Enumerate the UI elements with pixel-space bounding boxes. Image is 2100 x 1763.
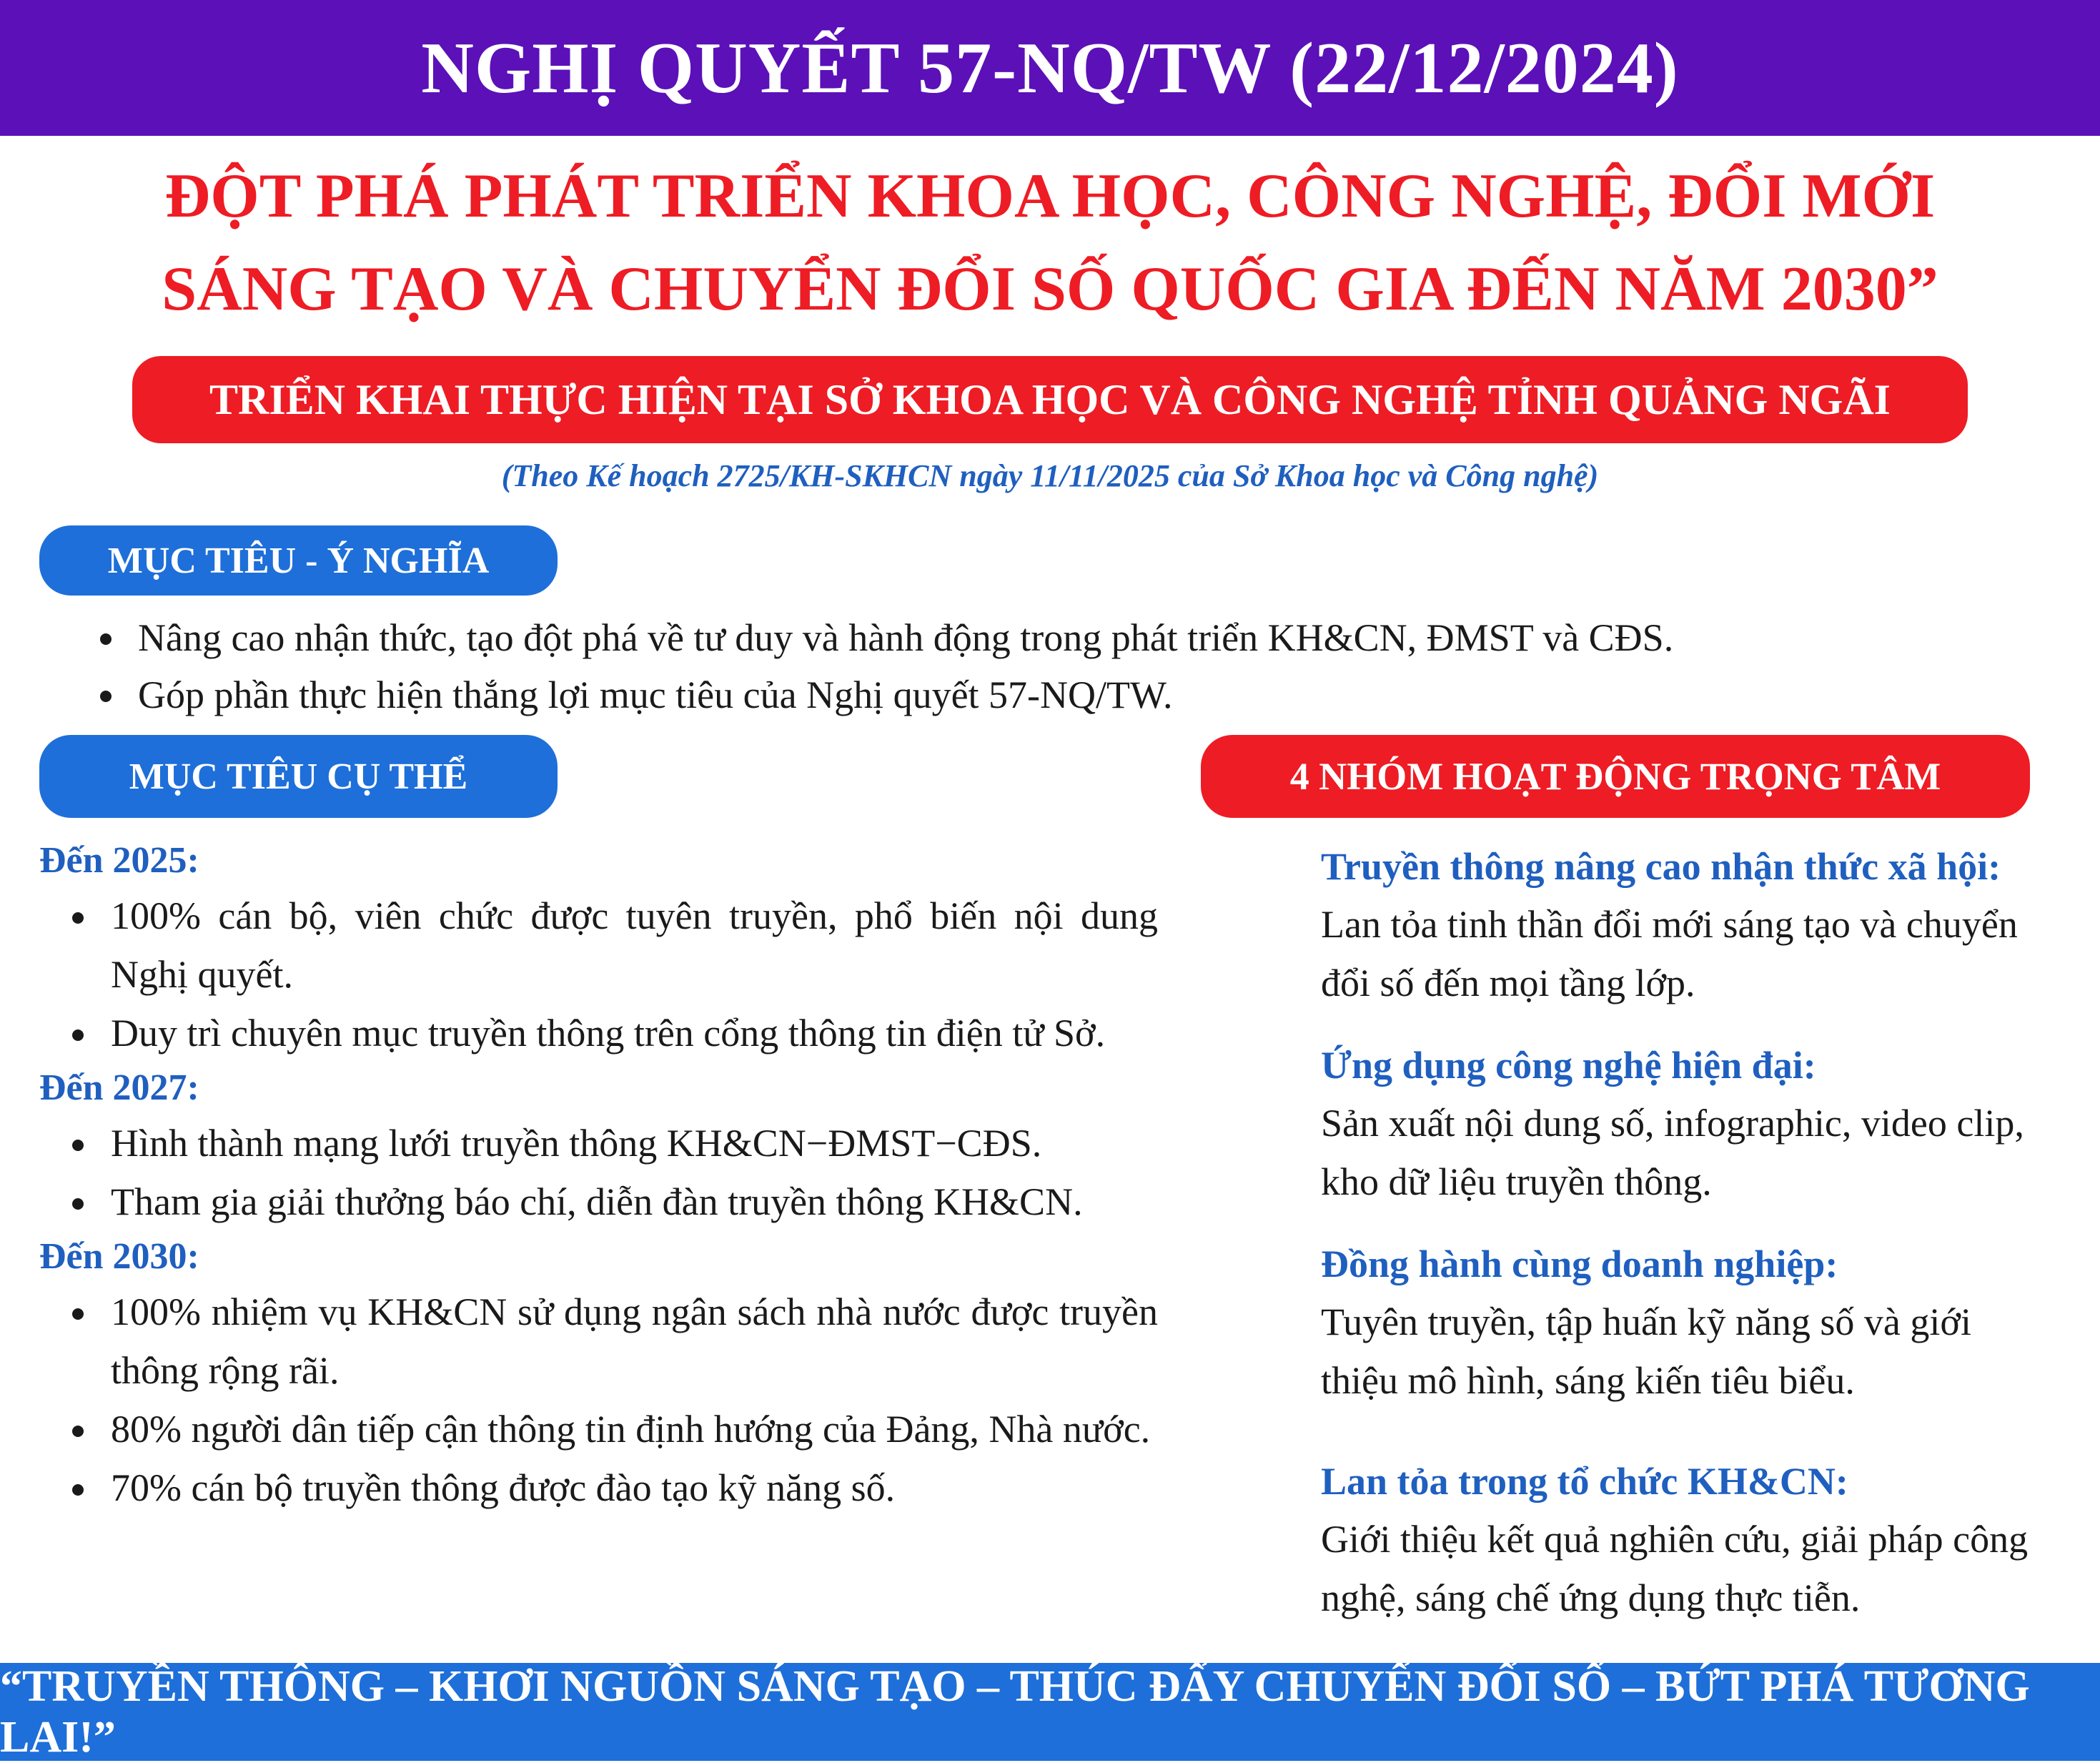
- bullet-icon: [100, 691, 112, 702]
- list-item: 70% cán bộ truyền thông được đào tạo kỹ năng số.: [39, 1458, 1158, 1517]
- activity-group-title: Đồng hành cùng doanh nghiệp:: [1321, 1243, 1838, 1285]
- goals-2025-list: [39, 887, 1158, 1062]
- activity-group-title: Lan tỏa trong tổ chức KH&CN:: [1321, 1460, 1848, 1503]
- activity-group-text: Tuyên truyền, tập huấn kỹ năng số và giới thiệu mô hình, sáng kiến tiêu biểu.: [1321, 1300, 1971, 1402]
- main-title-line-2: SÁNG TẠO VÀ CHUYỂN ĐỔI SỐ QUỐC GIA ĐẾN NĂM 2030”: [162, 255, 1938, 324]
- activity-group: [1321, 1453, 2050, 1627]
- activity-group-title: Truyền thông nâng cao nhận thức xã hội:: [1321, 845, 2001, 888]
- specific-goals-heading: MỤC TIÊU CỤ THỂ: [39, 735, 558, 818]
- goals-2030-list: [39, 1283, 1158, 1517]
- activity-group: [1321, 838, 2050, 1012]
- bullet-icon: [72, 1308, 84, 1320]
- activity-groups: [1321, 838, 2050, 1651]
- plan-reference: (Theo Kế hoạch 2725/KH-SKHCN ngày 11/11/2025 của Sở Khoa học và Công nghệ): [501, 458, 1599, 493]
- year-label: Đến 2027:: [39, 1067, 199, 1108]
- activity-group-text: Sản xuất nội dung số, infographic, video clip, kho dữ liệu truyền thông.: [1321, 1102, 2024, 1203]
- year-label: Đến 2030:: [39, 1236, 199, 1277]
- list-item: Duy trì chuyên mục truyền thông trên cổng thông tin điện tử Sở.: [39, 1004, 1158, 1062]
- goals-2027-list: [39, 1114, 1158, 1231]
- activity-group: [1321, 1037, 2050, 1211]
- activity-group-text: Giới thiệu kết quả nghiên cứu, giải pháp công nghệ, sáng chế ứng dụng thực tiễn.: [1321, 1518, 2029, 1619]
- bullet-icon: [72, 1198, 84, 1210]
- bullet-icon: [72, 1426, 84, 1437]
- bullet-icon: [100, 633, 112, 645]
- list-item: Tham gia giải thưởng báo chí, diễn đàn truyền thông KH&CN.: [39, 1172, 1158, 1231]
- list-item: Hình thành mạng lưới truyền thông KH&CN−ĐMST−CĐS.: [39, 1114, 1158, 1172]
- bullet-icon: [72, 1140, 84, 1151]
- activity-group: [1321, 1235, 2050, 1410]
- year-label: Đến 2025:: [39, 840, 199, 881]
- bullet-icon: [72, 1029, 84, 1041]
- objectives-heading: MỤC TIÊU - Ý NGHĨA: [39, 525, 558, 596]
- bullet-icon: [72, 912, 84, 924]
- list-item: 100% nhiệm vụ KH&CN sử dụng ngân sách nhà nước được truyền thông rộng rãi.: [39, 1283, 1158, 1400]
- footer-slogan: “TRUYỀN THÔNG – KHƠI NGUỒN SÁNG TẠO – THÚC ĐẨY CHUYỂN ĐỔI SỐ – BỨT PHÁ TƯƠNG LAI!”: [0, 1661, 2030, 1762]
- list-item: 100% cán bộ, viên chức được tuyên truyền, phổ biến nội dung Nghị quyết.: [39, 887, 1158, 1004]
- main-title: [0, 150, 2100, 336]
- list-item: Góp phần thực hiện thắng lợi mục tiêu của Nghị quyết 57-NQ/TW.: [89, 666, 2019, 724]
- list-item: 80% người dân tiếp cận thông tin định hướng của Đảng, Nhà nước.: [39, 1400, 1158, 1458]
- objectives-list: [89, 609, 2019, 724]
- bullet-icon: [72, 1484, 84, 1496]
- implementation-banner: TRIỂN KHAI THỰC HIỆN TẠI SỞ KHOA HỌC VÀ CÔNG NGHỆ TỈNH QUẢNG NGÃI: [132, 356, 1968, 443]
- footer-bar: [0, 1663, 2100, 1761]
- activity-group-title: Ứng dụng công nghệ hiện đại:: [1321, 1044, 1816, 1087]
- header-bar: [0, 0, 2100, 136]
- activities-heading: 4 NHÓM HOẠT ĐỘNG TRỌNG TÂM: [1201, 735, 2030, 818]
- activity-group-text: Lan tỏa tinh thần đổi mới sáng tạo và chuyển đổi số đến mọi tầng lớp.: [1321, 903, 2018, 1004]
- list-item: Nâng cao nhận thức, tạo đột phá về tư duy và hành động trong phát triển KH&CN, ĐMST và CĐS.: [89, 609, 2019, 666]
- header-title: NGHỊ QUYẾT 57-NQ/TW (22/12/2024): [421, 27, 1679, 109]
- main-title-line-1: ĐỘT PHÁ PHÁT TRIỂN KHOA HỌC, CÔNG NGHỆ, ĐỔI MỚI: [164, 162, 1936, 231]
- specific-goals: [39, 835, 1158, 1517]
